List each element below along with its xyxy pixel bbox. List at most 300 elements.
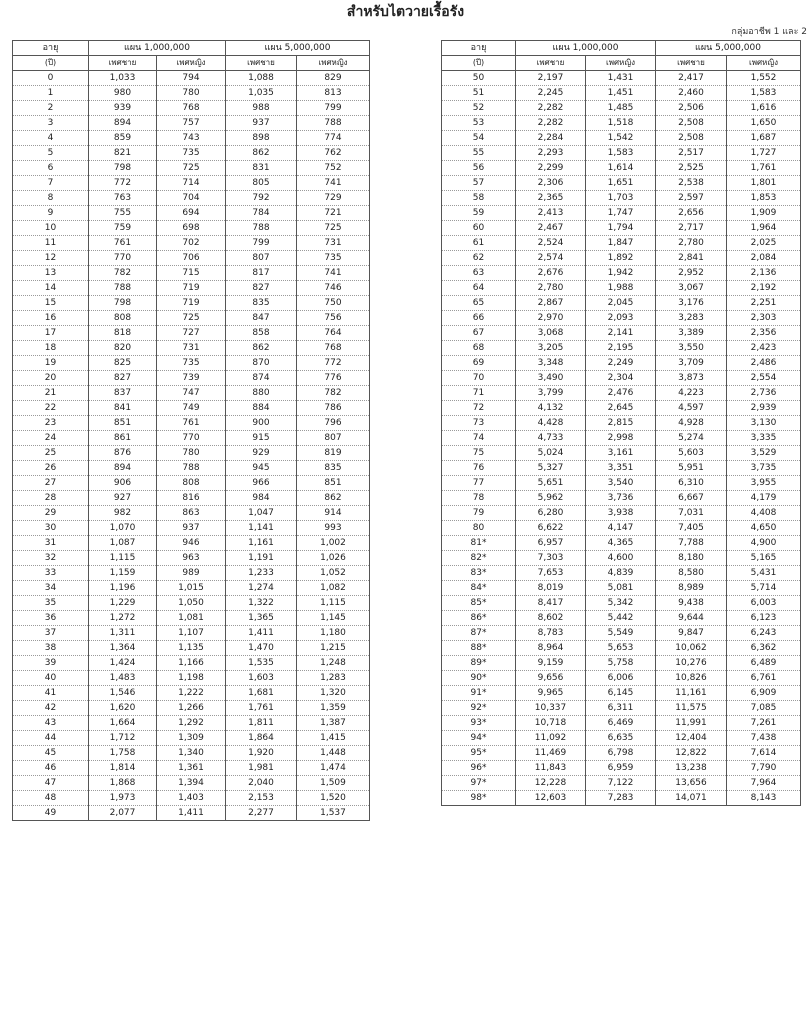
plan-1m-female-cell: 1,542 [586, 131, 656, 146]
plan-1m-female-cell: 1,747 [586, 206, 656, 221]
age-cell: 21 [13, 386, 89, 401]
age-cell: 65 [442, 296, 516, 311]
table-row [13, 161, 370, 176]
plan-5m-male-cell: 1,981 [226, 761, 297, 776]
table-row [13, 581, 370, 596]
male-header: เพศชาย [656, 56, 727, 71]
plan-1m-male-cell: 6,622 [516, 521, 586, 536]
plan-1m-male-cell: 821 [89, 146, 157, 161]
plan-1m-female-cell: 1,292 [157, 716, 226, 731]
plan-1m-female-cell: 1,847 [586, 236, 656, 251]
plan-1m-female-cell: 2,815 [586, 416, 656, 431]
table-row [442, 71, 801, 86]
age-cell: 39 [13, 656, 89, 671]
age-cell: 58 [442, 191, 516, 206]
plan-5m-male-cell: 862 [226, 146, 297, 161]
female-header: เพศหญิง [586, 56, 656, 71]
age-cell: 68 [442, 341, 516, 356]
plan-5m-male-cell: 1,161 [226, 536, 297, 551]
plan-1m-male-cell: 1,483 [89, 671, 157, 686]
plan-1m-female-cell: 747 [157, 386, 226, 401]
plan-5m-male-cell: 3,176 [656, 296, 727, 311]
plan-5m-female-cell: 1,387 [297, 716, 370, 731]
table-row [442, 701, 801, 716]
occupation-group-note: กลุ่มอาชีพ 1 และ 2 [731, 27, 807, 37]
plan-1m-male-cell: 9,159 [516, 656, 586, 671]
age-cell: 2 [13, 101, 89, 116]
plan-5m-header: แผน 5,000,000 [656, 41, 801, 56]
plan-5m-female-cell: 1,520 [297, 791, 370, 806]
age-cell: 9 [13, 206, 89, 221]
plan-1m-female-cell: 2,304 [586, 371, 656, 386]
plan-5m-female-cell: 4,900 [727, 536, 801, 551]
plan-1m-female-cell: 1,198 [157, 671, 226, 686]
table-row [13, 251, 370, 266]
plan-1m-male-cell: 10,718 [516, 716, 586, 731]
plan-5m-female-cell: 6,243 [727, 626, 801, 641]
age-cell: 82* [442, 551, 516, 566]
plan-1m-male-cell: 2,282 [516, 101, 586, 116]
plan-5m-female-cell: 2,554 [727, 371, 801, 386]
plan-1m-female-cell: 719 [157, 281, 226, 296]
plan-5m-female-cell: 6,362 [727, 641, 801, 656]
plan-1m-male-cell: 906 [89, 476, 157, 491]
table-row [442, 236, 801, 251]
table-row [442, 461, 801, 476]
plan-5m-female-cell: 1,552 [727, 71, 801, 86]
table-row [442, 386, 801, 401]
plan-5m-male-cell: 858 [226, 326, 297, 341]
plan-1m-female-cell: 2,141 [586, 326, 656, 341]
table-row [442, 161, 801, 176]
plan-1m-female-cell: 4,839 [586, 566, 656, 581]
plan-1m-male-cell: 12,228 [516, 776, 586, 791]
plan-1m-male-cell: 2,365 [516, 191, 586, 206]
plan-1m-male-cell: 1,814 [89, 761, 157, 776]
plan-5m-female-cell: 2,486 [727, 356, 801, 371]
table-row [442, 356, 801, 371]
plan-5m-male-cell: 10,062 [656, 641, 727, 656]
age-cell: 80 [442, 521, 516, 536]
age-cell: 33 [13, 566, 89, 581]
plan-1m-male-cell: 798 [89, 296, 157, 311]
age-cell: 17 [13, 326, 89, 341]
age-cell: 35 [13, 596, 89, 611]
plan-5m-female-cell: 746 [297, 281, 370, 296]
plan-5m-male-cell: 9,847 [656, 626, 727, 641]
plan-1m-male-cell: 980 [89, 86, 157, 101]
plan-5m-female-cell: 731 [297, 236, 370, 251]
age-cell: 72 [442, 401, 516, 416]
plan-5m-female-cell: 835 [297, 461, 370, 476]
age-cell: 55 [442, 146, 516, 161]
plan-5m-male-cell: 2,656 [656, 206, 727, 221]
age-cell: 95* [442, 746, 516, 761]
plan-5m-female-cell: 1,002 [297, 536, 370, 551]
plan-5m-female-cell: 1,687 [727, 131, 801, 146]
table-row [442, 776, 801, 791]
plan-5m-male-cell: 12,404 [656, 731, 727, 746]
plan-1m-female-cell: 7,283 [586, 791, 656, 806]
table-row [442, 476, 801, 491]
plan-5m-female-cell: 1,052 [297, 566, 370, 581]
plan-5m-male-cell: 2,506 [656, 101, 727, 116]
table-row [442, 131, 801, 146]
plan-1m-female-cell: 1,050 [157, 596, 226, 611]
age-cell: 81* [442, 536, 516, 551]
plan-1m-female-cell: 749 [157, 401, 226, 416]
age-cell: 79 [442, 506, 516, 521]
table-row [13, 491, 370, 506]
plan-5m-male-cell: 1,365 [226, 611, 297, 626]
plan-5m-male-cell: 2,417 [656, 71, 727, 86]
plan-5m-male-cell: 2,780 [656, 236, 727, 251]
plan-5m-male-cell: 1,761 [226, 701, 297, 716]
plan-1m-male-cell: 1,973 [89, 791, 157, 806]
age-cell: 8 [13, 191, 89, 206]
plan-5m-female-cell: 993 [297, 521, 370, 536]
plan-5m-female-cell: 1,727 [727, 146, 801, 161]
age-cell: 54 [442, 131, 516, 146]
table-row [442, 656, 801, 671]
plan-1m-female-cell: 4,600 [586, 551, 656, 566]
plan-1m-male-cell: 2,970 [516, 311, 586, 326]
plan-5m-female-cell: 2,423 [727, 341, 801, 356]
plan-1m-male-cell: 3,799 [516, 386, 586, 401]
age-cell: 14 [13, 281, 89, 296]
age-cell: 28 [13, 491, 89, 506]
plan-5m-male-cell: 2,597 [656, 191, 727, 206]
plan-1m-female-cell: 6,145 [586, 686, 656, 701]
plan-5m-female-cell: 1,359 [297, 701, 370, 716]
plan-1m-male-cell: 2,282 [516, 116, 586, 131]
age-cell: 71 [442, 386, 516, 401]
plan-5m-male-cell: 2,040 [226, 776, 297, 791]
plan-5m-male-cell: 2,277 [226, 806, 297, 821]
plan-5m-male-cell: 1,535 [226, 656, 297, 671]
plan-5m-female-cell: 1,320 [297, 686, 370, 701]
plan-5m-male-cell: 1,088 [226, 71, 297, 86]
plan-1m-male-cell: 788 [89, 281, 157, 296]
plan-5m-female-cell: 721 [297, 206, 370, 221]
plan-1m-header: แผน 1,000,000 [89, 41, 226, 56]
age-cell: 5 [13, 146, 89, 161]
plan-5m-female-cell: 4,650 [727, 521, 801, 536]
plan-1m-female-cell: 3,161 [586, 446, 656, 461]
plan-5m-female-cell: 5,714 [727, 581, 801, 596]
table-row [13, 611, 370, 626]
plan-5m-header: แผน 5,000,000 [226, 41, 370, 56]
plan-5m-female-cell: 914 [297, 506, 370, 521]
plan-1m-female-cell: 2,998 [586, 431, 656, 446]
plan-1m-male-cell: 1,115 [89, 551, 157, 566]
plan-5m-male-cell: 799 [226, 236, 297, 251]
age-cell: 66 [442, 311, 516, 326]
age-cell: 83* [442, 566, 516, 581]
plan-5m-male-cell: 2,508 [656, 116, 727, 131]
plan-1m-male-cell: 8,019 [516, 581, 586, 596]
plan-1m-female-cell: 1,451 [586, 86, 656, 101]
plan-1m-male-cell: 2,077 [89, 806, 157, 821]
plan-1m-female-cell: 1,431 [586, 71, 656, 86]
plan-5m-female-cell: 1,537 [297, 806, 370, 821]
plan-1m-female-cell: 788 [157, 461, 226, 476]
plan-1m-male-cell: 939 [89, 101, 157, 116]
plan-1m-female-cell: 1,794 [586, 221, 656, 236]
plan-1m-male-cell: 6,957 [516, 536, 586, 551]
table-row [13, 146, 370, 161]
table-row [13, 566, 370, 581]
age-cell: 30 [13, 521, 89, 536]
table-row [13, 701, 370, 716]
plan-1m-female-cell: 702 [157, 236, 226, 251]
plan-1m-male-cell: 894 [89, 461, 157, 476]
plan-5m-female-cell: 829 [297, 71, 370, 86]
age-cell: 88* [442, 641, 516, 656]
age-cell: 19 [13, 356, 89, 371]
age-cell: 23 [13, 416, 89, 431]
plan-1m-male-cell: 770 [89, 251, 157, 266]
table-row [13, 521, 370, 536]
plan-5m-male-cell: 1,047 [226, 506, 297, 521]
plan-1m-female-cell: 5,081 [586, 581, 656, 596]
plan-5m-female-cell: 7,790 [727, 761, 801, 776]
age-cell: 59 [442, 206, 516, 221]
table-row [13, 716, 370, 731]
plan-5m-male-cell: 3,709 [656, 356, 727, 371]
table-row [442, 341, 801, 356]
plan-1m-female-cell: 1,583 [586, 146, 656, 161]
age-cell: 10 [13, 221, 89, 236]
plan-5m-male-cell: 2,460 [656, 86, 727, 101]
plan-5m-male-cell: 847 [226, 311, 297, 326]
plan-5m-male-cell: 1,141 [226, 521, 297, 536]
plan-1m-female-cell: 757 [157, 116, 226, 131]
plan-5m-female-cell: 3,529 [727, 446, 801, 461]
plan-1m-male-cell: 1,868 [89, 776, 157, 791]
plan-1m-female-cell: 1,485 [586, 101, 656, 116]
plan-1m-male-cell: 9,965 [516, 686, 586, 701]
plan-5m-female-cell: 772 [297, 356, 370, 371]
age-cell: 31 [13, 536, 89, 551]
plan-5m-female-cell: 764 [297, 326, 370, 341]
plan-1m-female-cell: 989 [157, 566, 226, 581]
table-row [13, 536, 370, 551]
table-row [13, 341, 370, 356]
age-cell: 22 [13, 401, 89, 416]
table-row [13, 416, 370, 431]
plan-5m-female-cell: 1,248 [297, 656, 370, 671]
table-row [13, 116, 370, 131]
plan-5m-female-cell: 1,415 [297, 731, 370, 746]
table-row [13, 266, 370, 281]
plan-5m-male-cell: 945 [226, 461, 297, 476]
age-cell: 42 [13, 701, 89, 716]
plan-5m-male-cell: 1,603 [226, 671, 297, 686]
plan-1m-female-cell: 3,938 [586, 506, 656, 521]
table-row [442, 251, 801, 266]
plan-5m-male-cell: 1,411 [226, 626, 297, 641]
plan-1m-male-cell: 2,467 [516, 221, 586, 236]
table-row [13, 806, 370, 821]
plan-5m-female-cell: 776 [297, 371, 370, 386]
plan-5m-female-cell: 729 [297, 191, 370, 206]
age-cell: 53 [442, 116, 516, 131]
plan-1m-female-cell: 2,195 [586, 341, 656, 356]
plan-5m-male-cell: 1,864 [226, 731, 297, 746]
table-body-left [13, 71, 370, 821]
age-cell: 24 [13, 431, 89, 446]
plan-5m-female-cell: 1,180 [297, 626, 370, 641]
table-row [13, 326, 370, 341]
plan-1m-female-cell: 816 [157, 491, 226, 506]
table-row [442, 296, 801, 311]
table-row [442, 551, 801, 566]
plan-1m-female-cell: 863 [157, 506, 226, 521]
age-cell: 96* [442, 761, 516, 776]
plan-1m-female-cell: 1,892 [586, 251, 656, 266]
plan-5m-female-cell: 3,335 [727, 431, 801, 446]
plan-1m-male-cell: 1,196 [89, 581, 157, 596]
age-cell: 69 [442, 356, 516, 371]
plan-5m-male-cell: 7,031 [656, 506, 727, 521]
age-cell: 7 [13, 176, 89, 191]
plan-5m-male-cell: 884 [226, 401, 297, 416]
plan-5m-male-cell: 7,788 [656, 536, 727, 551]
plan-5m-male-cell: 11,161 [656, 686, 727, 701]
plan-1m-male-cell: 782 [89, 266, 157, 281]
plan-5m-male-cell: 4,928 [656, 416, 727, 431]
plan-1m-female-cell: 768 [157, 101, 226, 116]
plan-1m-male-cell: 7,303 [516, 551, 586, 566]
table-row [442, 101, 801, 116]
plan-5m-female-cell: 4,408 [727, 506, 801, 521]
plan-1m-male-cell: 2,306 [516, 176, 586, 191]
plan-1m-female-cell: 761 [157, 416, 226, 431]
plan-5m-female-cell: 6,003 [727, 596, 801, 611]
plan-1m-male-cell: 1,664 [89, 716, 157, 731]
plan-5m-male-cell: 1,920 [226, 746, 297, 761]
table-row [442, 686, 801, 701]
plan-5m-male-cell: 807 [226, 251, 297, 266]
table-row [13, 101, 370, 116]
plan-5m-male-cell: 1,035 [226, 86, 297, 101]
plan-1m-female-cell: 2,045 [586, 296, 656, 311]
plan-1m-female-cell: 1,614 [586, 161, 656, 176]
plan-5m-male-cell: 14,071 [656, 791, 727, 806]
plan-1m-female-cell: 5,549 [586, 626, 656, 641]
table-row [13, 356, 370, 371]
table-row [13, 401, 370, 416]
plan-5m-male-cell: 11,575 [656, 701, 727, 716]
age-cell: 26 [13, 461, 89, 476]
plan-5m-male-cell: 3,873 [656, 371, 727, 386]
table-row [13, 476, 370, 491]
plan-1m-male-cell: 3,348 [516, 356, 586, 371]
plan-5m-male-cell: 900 [226, 416, 297, 431]
plan-5m-male-cell: 880 [226, 386, 297, 401]
table-row [13, 641, 370, 656]
table-row [442, 626, 801, 641]
plan-1m-male-cell: 927 [89, 491, 157, 506]
table-row [442, 206, 801, 221]
age-cell: 74 [442, 431, 516, 446]
plan-5m-female-cell: 786 [297, 401, 370, 416]
plan-5m-male-cell: 2,952 [656, 266, 727, 281]
plan-1m-female-cell: 725 [157, 161, 226, 176]
table-row [442, 86, 801, 101]
table-row [442, 566, 801, 581]
plan-1m-female-cell: 1,518 [586, 116, 656, 131]
plan-1m-male-cell: 4,733 [516, 431, 586, 446]
age-cell: 84* [442, 581, 516, 596]
premium-table-right [441, 40, 801, 806]
plan-1m-female-cell: 731 [157, 341, 226, 356]
age-cell: 47 [13, 776, 89, 791]
plan-1m-male-cell: 5,327 [516, 461, 586, 476]
table-row [442, 371, 801, 386]
table-row [13, 176, 370, 191]
plan-5m-male-cell: 792 [226, 191, 297, 206]
plan-1m-male-cell: 894 [89, 116, 157, 131]
age-cell: 15 [13, 296, 89, 311]
plan-5m-female-cell: 7,085 [727, 701, 801, 716]
table-row [442, 791, 801, 806]
age-cell: 63 [442, 266, 516, 281]
plan-1m-male-cell: 1,033 [89, 71, 157, 86]
plan-5m-female-cell: 1,964 [727, 221, 801, 236]
age-cell: 1 [13, 86, 89, 101]
age-cell: 57 [442, 176, 516, 191]
plan-5m-female-cell: 1,283 [297, 671, 370, 686]
plan-1m-male-cell: 2,299 [516, 161, 586, 176]
plan-5m-male-cell: 8,989 [656, 581, 727, 596]
plan-5m-female-cell: 741 [297, 176, 370, 191]
age-cell: 38 [13, 641, 89, 656]
table-row [442, 581, 801, 596]
plan-5m-male-cell: 2,153 [226, 791, 297, 806]
plan-5m-female-cell: 1,082 [297, 581, 370, 596]
plan-5m-female-cell: 788 [297, 116, 370, 131]
table-row [442, 716, 801, 731]
table-row [442, 506, 801, 521]
plan-1m-male-cell: 1,546 [89, 686, 157, 701]
plan-5m-male-cell: 874 [226, 371, 297, 386]
plan-5m-female-cell: 741 [297, 266, 370, 281]
plan-1m-female-cell: 6,311 [586, 701, 656, 716]
table-row [13, 506, 370, 521]
plan-1m-female-cell: 5,342 [586, 596, 656, 611]
table-row [442, 176, 801, 191]
age-cell: 62 [442, 251, 516, 266]
plan-5m-male-cell: 966 [226, 476, 297, 491]
age-header: อายุ [442, 41, 516, 56]
female-header: เพศหญิง [297, 56, 370, 71]
plan-5m-female-cell: 1,853 [727, 191, 801, 206]
plan-1m-female-cell: 780 [157, 86, 226, 101]
plan-1m-female-cell: 5,653 [586, 641, 656, 656]
table-row [442, 536, 801, 551]
plan-5m-male-cell: 805 [226, 176, 297, 191]
age-cell: 0 [13, 71, 89, 86]
plan-1m-header: แผน 1,000,000 [516, 41, 656, 56]
plan-1m-male-cell: 1,311 [89, 626, 157, 641]
plan-1m-male-cell: 798 [89, 161, 157, 176]
plan-5m-male-cell: 2,538 [656, 176, 727, 191]
age-unit-header: (ปี) [442, 56, 516, 71]
plan-5m-male-cell: 817 [226, 266, 297, 281]
table-row [13, 671, 370, 686]
